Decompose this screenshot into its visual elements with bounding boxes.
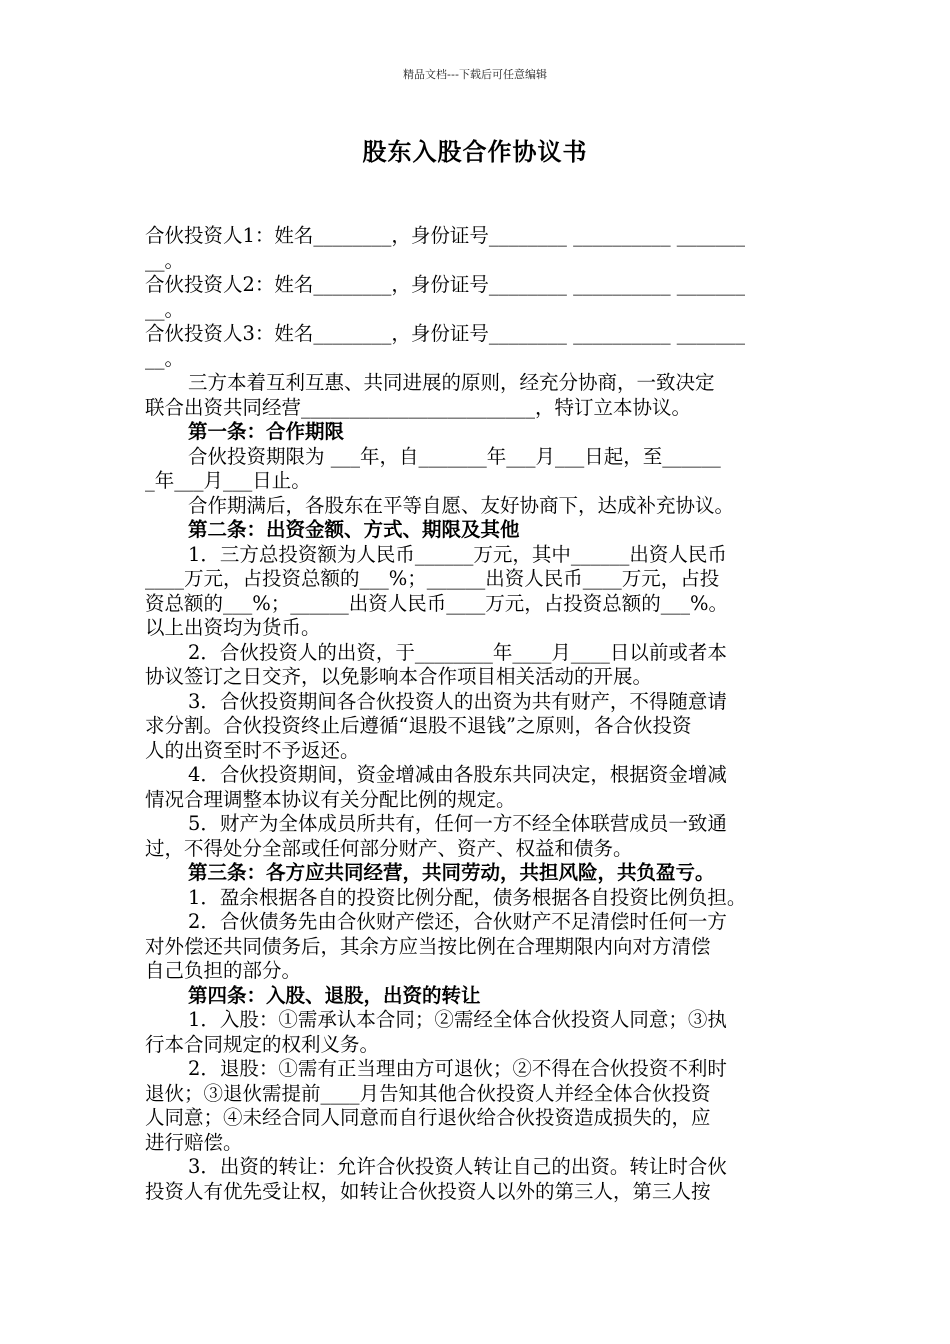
- paragraph-line: 4．合伙投资期间，资金增减由各股东共同决定，根据资金增减: [188, 763, 727, 786]
- paragraph-line: 合伙投资人1：姓名________，身份证号________ __________ _______: [145, 224, 746, 247]
- paragraph-line: 自己负担的部分。: [145, 959, 302, 982]
- paragraph-line: __。: [145, 297, 185, 321]
- paragraph-line: 2．合伙债务先由合伙财产偿还，合伙财产不足清偿时任何一方: [188, 910, 727, 933]
- paragraph-line: 合伙投资人2：姓名________，身份证号________ __________ _______: [145, 273, 746, 296]
- paragraph-line: 合伙投资人3：姓名________，身份证号________ __________ _______: [145, 322, 746, 345]
- paragraph-line: 行本合同规定的权利义务。: [145, 1032, 380, 1056]
- paragraph-line: __。: [145, 346, 185, 370]
- paragraph-line: 3．合伙投资期间各合伙投资人的出资为共有财产，不得随意请: [188, 689, 727, 713]
- paragraph-line: __。: [145, 248, 185, 272]
- paragraph-line: 退伙；③退伙需提前____月告知其他合伙投资人并经全体合伙投资: [145, 1081, 711, 1105]
- paragraph-line: 1．入股：①需承认本合同；②需经全体合伙投资人同意；③执: [188, 1008, 727, 1031]
- paragraph-line: 1．盈余根据各自的投资比例分配，债务根据各自投资比例负担。: [188, 885, 747, 909]
- section-heading: 第一条：合作期限: [188, 420, 345, 443]
- paragraph-line: ____万元，占投资总额的___%；______出资人民币____万元，占投: [145, 567, 720, 590]
- paragraph-line: 以上出资均为货币。: [145, 616, 321, 639]
- paragraph-line: 人同意；④未经合同人同意而自行退伙给合伙投资造成损失的，应: [145, 1106, 711, 1129]
- paragraph-line: 情况合理调整本协议有关分配比例的规定。: [145, 787, 516, 811]
- paragraph-line: 资总额的___%；______出资人民币____万元，占投资总额的___%。: [145, 591, 729, 615]
- paragraph-line: 3．出资的转让：允许合伙投资人转让自己的出资。转让时合伙: [188, 1155, 727, 1178]
- paragraph-line: 2．合伙投资人的出资，于________年____月____日以前或者本: [188, 640, 727, 664]
- paragraph-line: 联合出资共同经营________________________，特订立本协议。: [145, 395, 692, 419]
- paragraph-line: 人的出资至时不予返还。: [145, 738, 360, 762]
- document-title: 股东入股合作协议书: [362, 138, 588, 166]
- paragraph-line: 合伙投资期限为 ___年，自_______年___月___日起，至______: [188, 444, 721, 468]
- paragraph-line: 投资人有优先受让权，如转让合伙投资人以外的第三人，第三人按: [145, 1179, 711, 1203]
- paragraph-line: 协议签订之日交齐，以免影响本合作项目相关活动的开展。: [145, 665, 653, 688]
- paragraph-line: 合作期满后，各股东在平等自愿、友好协商下，达成补充协议。: [188, 493, 735, 517]
- paragraph-line: 进行赔偿。: [145, 1130, 243, 1154]
- paragraph-line: 三方本着互利互惠、共同进展的原则，经充分协商，一致决定: [188, 371, 715, 394]
- section-heading: 第二条：出资金额、方式、期限及其他: [188, 518, 520, 541]
- document-body: [145, 224, 810, 1204]
- paragraph-line: 过，不得处分全部或任何部分财产、资产、权益和债务。: [145, 836, 633, 860]
- section-heading: 第三条：各方应共同经营，共同劳动，共担风险，共负盈亏。: [188, 861, 715, 884]
- paragraph-line: 1．三方总投资额为人民币______万元，其中______出资人民币: [188, 542, 727, 566]
- page-header: 精品文档---下载后可任意编辑: [403, 68, 547, 81]
- paragraph-line: 5．财产为全体成员所共有，任何一方不经全体联营成员一致通: [188, 812, 727, 835]
- paragraph-line: 对外偿还共同债务后，其余方应当按比例在合理期限内向对方清偿: [145, 934, 711, 958]
- paragraph-line: 求分割。合伙投资终止后遵循“退股不退钱”之原则，各合伙投资: [145, 714, 692, 737]
- paragraph-line: 2．退股：①需有正当理由方可退伙；②不得在合伙投资不利时: [188, 1057, 727, 1080]
- section-heading: 第四条：入股、退股，出资的转让: [188, 983, 481, 1007]
- paragraph-line: _年___月___日止。: [145, 469, 311, 492]
